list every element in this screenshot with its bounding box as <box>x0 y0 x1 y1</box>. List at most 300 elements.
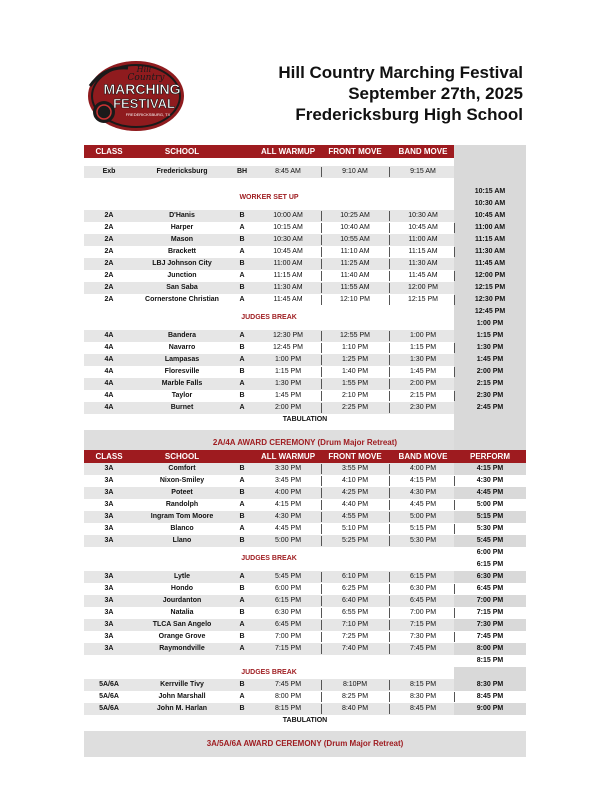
front-move-cell: 4:10 PM <box>341 477 369 484</box>
class-cell: 3A <box>104 585 114 592</box>
band-move-cell: 2:15 PM <box>409 392 437 399</box>
perform-cell: 4:30 PM <box>476 477 504 484</box>
warmup-cell: 11:30 AM <box>273 284 303 291</box>
column-divider <box>389 247 390 257</box>
schedule-row <box>84 631 526 643</box>
front-move-cell: 6:40 PM <box>341 597 369 604</box>
schedule-row <box>84 463 526 475</box>
column-header-warmup: ALL WARMUP <box>260 452 316 461</box>
front-move-cell: 3:55 PM <box>341 465 369 472</box>
group-cell: A <box>239 693 245 700</box>
perform-cell: 5:00 PM <box>476 501 504 508</box>
column-divider <box>321 572 322 582</box>
column-header-class: CLASS <box>95 147 123 156</box>
school-cell: Comfort <box>168 465 196 472</box>
column-divider <box>321 247 322 257</box>
logo-text-5: FREDERICKSBURG, TX <box>125 112 171 117</box>
tabulation-label: TABULATION <box>282 717 328 724</box>
worker-set-up-label: WORKER SET UP <box>239 194 299 201</box>
perform-cell: 6:30 PM <box>454 571 526 583</box>
class-cell: Exb <box>102 168 116 175</box>
judges-break-time-2: 6:15 PM <box>476 561 504 568</box>
column-divider <box>389 596 390 606</box>
group-cell: A <box>239 621 245 628</box>
column-divider <box>321 343 322 353</box>
column-header-row <box>84 450 526 463</box>
school-cell: Natalia <box>170 609 194 616</box>
class-cell: 3A <box>104 633 114 640</box>
band-move-cell: 1:45 PM <box>409 368 437 375</box>
warmup-cell: 1:30 PM <box>274 380 302 387</box>
group-cell: A <box>239 597 245 604</box>
perform-cell: 12:15 PM <box>454 282 526 294</box>
judges-break-time-1: 12:45 PM <box>474 308 506 315</box>
column-divider <box>321 584 322 594</box>
class-cell: 5A/6A <box>99 693 119 700</box>
front-move-cell: 11:40 AM <box>340 272 370 279</box>
warmup-cell: 7:45 PM <box>274 681 302 688</box>
column-divider <box>389 235 390 245</box>
column-divider <box>389 223 390 233</box>
schedule-row <box>84 595 526 607</box>
band-move-cell: 10:30 AM <box>408 212 438 219</box>
band-move-cell: 12:00 PM <box>408 284 438 291</box>
class-cell: 2A <box>104 248 114 255</box>
column-divider <box>389 167 390 177</box>
class-cell: 3A <box>104 537 114 544</box>
school-cell: TLCA San Angelo <box>152 621 212 628</box>
front-move-cell: 6:10 PM <box>341 573 369 580</box>
row-gap <box>84 178 526 186</box>
schedule-row <box>84 487 526 499</box>
band-move-cell: 7:00 PM <box>409 609 437 616</box>
warmup-cell: 2:00 PM <box>274 404 302 411</box>
warmup-cell: 5:00 PM <box>274 537 302 544</box>
band-move-cell: 8:30 PM <box>409 693 437 700</box>
band-move-cell: 11:00 AM <box>408 236 438 243</box>
group-cell: A <box>239 645 245 652</box>
worker-set-up-time-2: 10:30 AM <box>474 200 506 207</box>
group-cell: A <box>239 404 245 411</box>
column-divider <box>389 391 390 401</box>
front-move-cell: 1:10 PM <box>341 344 369 351</box>
warmup-cell: 4:30 PM <box>274 513 302 520</box>
warmup-cell: 1:45 PM <box>274 392 302 399</box>
column-divider <box>321 476 322 486</box>
column-divider <box>321 259 322 269</box>
class-cell: 2A <box>104 212 114 219</box>
column-divider <box>321 355 322 365</box>
class-cell: 3A <box>104 597 114 604</box>
school-cell: Cornerstone Christian <box>145 296 219 303</box>
group-cell: B <box>239 465 245 472</box>
perform-cell: 4:45 PM <box>454 487 526 499</box>
column-divider <box>389 536 390 546</box>
column-divider <box>389 692 390 702</box>
school-cell: Fredericksburg <box>156 168 208 175</box>
school-cell: Harper <box>170 224 194 231</box>
warmup-cell: 7:15 PM <box>274 645 302 652</box>
column-divider <box>389 476 390 486</box>
school-cell: Navarro <box>168 344 196 351</box>
schedule-row <box>84 535 526 547</box>
band-move-cell: 2:30 PM <box>409 404 437 411</box>
front-move-cell: 4:25 PM <box>341 489 369 496</box>
class-cell: 3A <box>104 645 114 652</box>
logo-text-3: MARCHING <box>103 81 181 97</box>
group-cell: B <box>239 537 245 544</box>
group-cell: B <box>239 236 245 243</box>
front-move-cell: 8:10PM <box>342 681 368 688</box>
column-divider <box>389 343 390 353</box>
school-cell: Taylor <box>171 392 193 399</box>
band-move-cell: 1:15 PM <box>409 344 437 351</box>
schedule-row <box>84 342 526 354</box>
warmup-cell: 12:45 PM <box>273 344 303 351</box>
front-move-cell: 1:25 PM <box>341 356 369 363</box>
class-cell: 4A <box>104 392 114 399</box>
warmup-cell: 1:15 PM <box>274 368 302 375</box>
front-move-cell: 10:40 AM <box>340 224 370 231</box>
front-move-cell: 7:40 PM <box>341 645 369 652</box>
class-cell: 3A <box>104 501 114 508</box>
class-cell: 2A <box>104 224 114 231</box>
school-cell: Randolph <box>165 501 199 508</box>
class-cell: 3A <box>104 525 114 532</box>
front-move-cell: 8:40 PM <box>341 705 369 712</box>
class-cell: 4A <box>104 380 114 387</box>
band-move-cell: 8:15 PM <box>409 681 437 688</box>
column-divider <box>389 488 390 498</box>
warmup-cell: 6:00 PM <box>274 585 302 592</box>
column-header-front: FRONT MOVE <box>328 452 382 461</box>
warmup-cell: 4:00 PM <box>274 489 302 496</box>
column-divider <box>321 391 322 401</box>
group-cell: BH <box>236 168 248 175</box>
perform-cell: 1:30 PM <box>476 344 504 351</box>
front-move-cell: 11:25 AM <box>340 260 370 267</box>
judges-break-label: JUDGES BREAK <box>241 555 297 562</box>
warmup-cell: 10:00 AM <box>273 212 303 219</box>
perform-column-fill <box>454 667 526 679</box>
judges-break <box>84 306 526 330</box>
column-divider <box>389 620 390 630</box>
perform-cell: 11:00 AM <box>474 224 506 231</box>
award-ceremony-banner: 2A/4A AWARD CEREMONY (Drum Major Retreat) <box>84 430 526 456</box>
judges-break-label: JUDGES BREAK <box>241 669 297 676</box>
front-move-cell: 1:40 PM <box>341 368 369 375</box>
column-divider <box>321 167 322 177</box>
group-cell: A <box>239 224 245 231</box>
warmup-cell: 10:30 AM <box>273 236 303 243</box>
perform-cell: 7:30 PM <box>454 619 526 631</box>
perform-cell: 8:45 PM <box>476 693 504 700</box>
schedule-row <box>84 330 526 342</box>
schedule-row <box>84 607 526 619</box>
perform-cell: 6:45 PM <box>476 585 504 592</box>
column-divider <box>389 367 390 377</box>
band-move-cell: 4:30 PM <box>409 489 437 496</box>
class-cell: 3A <box>104 489 114 496</box>
school-cell: Mason <box>170 236 194 243</box>
warmup-cell: 4:15 PM <box>274 501 302 508</box>
band-move-cell: 6:15 PM <box>409 573 437 580</box>
column-divider <box>321 488 322 498</box>
band-move-cell: 4:15 PM <box>409 477 437 484</box>
judges-break-label: JUDGES BREAK <box>241 314 297 321</box>
warmup-cell: 6:15 PM <box>274 597 302 604</box>
column-header-band: BAND MOVE <box>398 147 448 156</box>
band-move-cell: 2:00 PM <box>409 380 437 387</box>
band-move-cell: 7:30 PM <box>409 633 437 640</box>
perform-cell: 7:45 PM <box>476 633 504 640</box>
schedule-row <box>84 475 526 487</box>
schedule-row <box>84 499 526 511</box>
warmup-cell: 3:45 PM <box>274 477 302 484</box>
front-move-cell: 9:10 AM <box>342 168 368 175</box>
column-divider <box>389 512 390 522</box>
warmup-cell: 5:45 PM <box>274 573 302 580</box>
school-cell: Nixon-Smiley <box>159 477 205 484</box>
schedule-row <box>84 246 526 258</box>
band-move-cell: 4:45 PM <box>409 501 437 508</box>
group-cell: A <box>239 573 245 580</box>
perform-cell: 9:00 PM <box>454 703 526 715</box>
schedule-row <box>84 571 526 583</box>
group-cell: A <box>239 296 245 303</box>
column-divider <box>389 500 390 510</box>
group-cell: A <box>239 272 245 279</box>
group-cell: B <box>239 609 245 616</box>
column-divider <box>389 331 390 341</box>
school-cell: Floresville <box>164 368 200 375</box>
front-move-cell: 10:25 AM <box>340 212 370 219</box>
school-cell: Orange Grove <box>158 633 206 640</box>
warmup-cell: 6:30 PM <box>274 609 302 616</box>
column-divider <box>389 644 390 654</box>
column-divider <box>321 464 322 474</box>
school-cell: Marble Falls <box>161 380 203 387</box>
perform-cell: 5:30 PM <box>476 525 504 532</box>
perform-cell: 5:45 PM <box>454 535 526 547</box>
group-cell: B <box>239 260 245 267</box>
warmup-cell: 4:45 PM <box>274 525 302 532</box>
schedule-row <box>84 294 526 306</box>
schedule-row <box>84 210 526 222</box>
school-cell: Bandera <box>167 332 197 339</box>
band-move-cell: 12:15 PM <box>408 296 438 303</box>
group-cell: A <box>239 332 245 339</box>
gap-time-row <box>84 655 526 667</box>
column-divider <box>389 283 390 293</box>
column-divider <box>389 295 390 305</box>
column-divider <box>389 464 390 474</box>
warmup-cell: 11:15 AM <box>273 272 303 279</box>
band-move-cell: 6:45 PM <box>409 597 437 604</box>
event-venue: Fredericksburg High School <box>295 105 523 124</box>
class-cell: 3A <box>104 465 114 472</box>
perform-cell: 2:45 PM <box>454 402 526 414</box>
group-cell: A <box>239 525 245 532</box>
class-cell: 3A <box>104 573 114 580</box>
group-cell: A <box>239 248 245 255</box>
column-divider <box>389 704 390 714</box>
perform-cell: 8:15 PM <box>476 657 504 664</box>
column-divider <box>321 283 322 293</box>
class-cell: 4A <box>104 356 114 363</box>
school-cell: Ingram Tom Moore <box>150 513 214 520</box>
school-cell: Lytle <box>173 573 191 580</box>
schedule-section-2 <box>84 450 526 757</box>
column-header-school: SCHOOL <box>164 147 200 156</box>
column-divider <box>389 632 390 642</box>
group-cell: B <box>239 212 245 219</box>
perform-cell: 12:30 PM <box>474 296 506 303</box>
front-move-cell: 6:55 PM <box>341 609 369 616</box>
class-cell: 2A <box>104 260 114 267</box>
class-cell: 2A <box>104 236 114 243</box>
front-move-cell: 5:10 PM <box>341 525 369 532</box>
group-cell: B <box>239 284 245 291</box>
class-cell: 3A <box>104 609 114 616</box>
column-divider <box>389 379 390 389</box>
perform-cell: 11:15 AM <box>454 234 526 246</box>
festival-logo <box>84 56 188 134</box>
school-cell: Hondo <box>170 585 194 592</box>
schedule-row <box>84 511 526 523</box>
column-header-band: BAND MOVE <box>398 452 448 461</box>
judges-break <box>84 667 526 679</box>
column-divider <box>389 680 390 690</box>
perform-cell: 12:00 PM <box>474 272 506 279</box>
schedule-row <box>84 583 526 595</box>
logo-graphic <box>84 56 188 134</box>
event-name: Hill Country Marching Festival <box>278 63 523 82</box>
perform-cell: 2:15 PM <box>454 378 526 390</box>
group-cell: A <box>239 501 245 508</box>
schedule-row <box>84 691 526 703</box>
column-divider <box>321 608 322 618</box>
perform-cell: 7:15 PM <box>476 609 504 616</box>
column-divider <box>389 355 390 365</box>
group-cell: B <box>239 392 245 399</box>
front-move-cell: 2:10 PM <box>341 392 369 399</box>
warmup-cell: 7:00 PM <box>274 633 302 640</box>
front-move-cell: 6:25 PM <box>341 585 369 592</box>
column-divider <box>389 524 390 534</box>
group-cell: B <box>239 513 245 520</box>
column-divider <box>321 620 322 630</box>
class-cell: 2A <box>104 272 114 279</box>
warmup-cell: 10:45 AM <box>273 248 303 255</box>
column-header-warmup: ALL WARMUP <box>260 147 316 156</box>
worker-set-up-time-1: 10:15 AM <box>474 188 506 195</box>
school-cell: Burnet <box>170 404 194 411</box>
perform-cell: 11:45 AM <box>454 258 526 270</box>
front-move-cell: 7:10 PM <box>341 621 369 628</box>
column-divider <box>389 584 390 594</box>
column-header-perform: PERFORM <box>470 452 510 461</box>
group-cell: B <box>239 344 245 351</box>
judges-break-time-2: 1:00 PM <box>476 320 504 327</box>
school-cell: John M. Harlan <box>156 705 208 712</box>
perform-cell: 8:30 PM <box>454 679 526 691</box>
school-cell: Jourdanton <box>162 597 202 604</box>
band-move-cell: 7:15 PM <box>409 621 437 628</box>
column-divider <box>321 331 322 341</box>
column-divider <box>389 608 390 618</box>
school-cell: Poteet <box>171 489 193 496</box>
column-divider <box>389 403 390 413</box>
schedule-row <box>84 234 526 246</box>
column-divider <box>321 295 322 305</box>
warmup-cell: 1:00 PM <box>274 356 302 363</box>
schedule-row <box>84 354 526 366</box>
warmup-cell: 12:30 PM <box>273 332 303 339</box>
column-divider <box>321 223 322 233</box>
group-cell: A <box>239 380 245 387</box>
front-move-cell: 5:25 PM <box>341 537 369 544</box>
column-divider <box>389 211 390 221</box>
judges-break <box>84 547 526 571</box>
perform-cell: 1:15 PM <box>454 330 526 342</box>
front-move-cell: 4:55 PM <box>341 513 369 520</box>
column-divider <box>321 367 322 377</box>
warmup-cell: 8:45 AM <box>275 168 301 175</box>
warmup-cell: 3:30 PM <box>274 465 302 472</box>
school-cell: Llano <box>172 537 192 544</box>
schedule-row <box>84 679 526 691</box>
logo-text-4: FESTIVAL <box>113 96 175 111</box>
column-divider <box>321 235 322 245</box>
group-cell: B <box>239 489 245 496</box>
band-move-cell: 1:30 PM <box>409 356 437 363</box>
school-cell: Lampasas <box>164 356 200 363</box>
column-divider <box>321 403 322 413</box>
group-cell: B <box>239 681 245 688</box>
school-cell: Raymondville <box>159 645 205 652</box>
class-cell: 3A <box>104 621 114 628</box>
schedule-row <box>84 523 526 535</box>
group-cell: B <box>239 585 245 592</box>
perform-cell: 5:15 PM <box>454 511 526 523</box>
perform-cell: 7:00 PM <box>454 595 526 607</box>
band-move-cell: 5:15 PM <box>409 525 437 532</box>
perform-cell: 10:45 AM <box>454 210 526 222</box>
group-cell: A <box>239 477 245 484</box>
judges-break-time-1: 6:00 PM <box>476 549 504 556</box>
column-divider <box>321 692 322 702</box>
column-divider <box>321 644 322 654</box>
warmup-cell: 6:45 PM <box>274 621 302 628</box>
front-move-cell: 8:25 PM <box>341 693 369 700</box>
band-move-cell: 9:15 AM <box>410 168 436 175</box>
class-cell: 2A <box>104 284 114 291</box>
column-divider <box>321 379 322 389</box>
column-divider <box>321 271 322 281</box>
perform-cell: 2:30 PM <box>476 392 504 399</box>
front-move-cell: 12:10 PM <box>340 296 370 303</box>
class-cell: 4A <box>104 368 114 375</box>
school-cell: D'Hanis <box>169 212 195 219</box>
warmup-cell: 10:15 AM <box>273 224 303 231</box>
column-divider <box>321 512 322 522</box>
schedule-row <box>84 222 526 234</box>
worker-set-up <box>84 186 526 210</box>
band-move-cell: 11:45 AM <box>408 272 438 279</box>
perform-cell: 8:00 PM <box>454 643 526 655</box>
school-cell: San Saba <box>166 284 198 291</box>
